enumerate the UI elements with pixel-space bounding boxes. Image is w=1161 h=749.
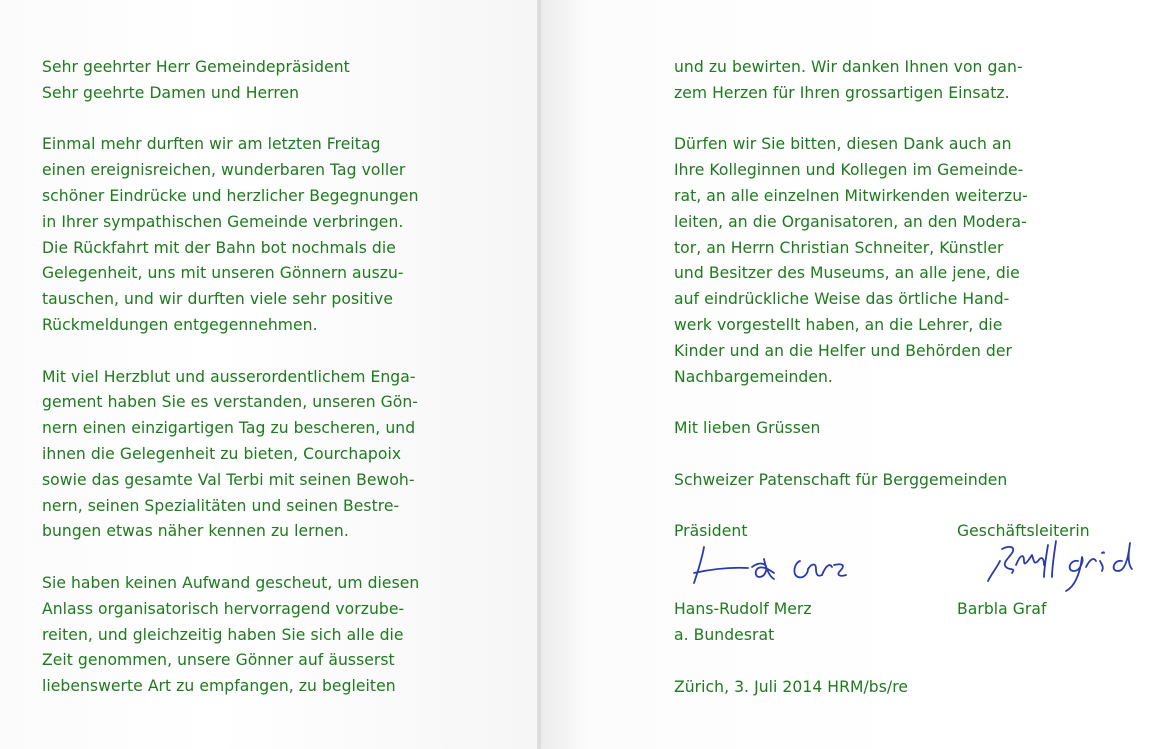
- text-line: auf eindrückliche Weise das örtliche Hand-: [674, 290, 1010, 309]
- director-name: Barbla Graf: [957, 600, 1047, 619]
- text-line: schöner Eindrücke und herzlicher Begegnungen: [42, 186, 419, 205]
- text-line: tauschen, und wir durften viele sehr positive: [42, 290, 393, 309]
- text-line: Anlass organisatorisch hervorragend vorzube-: [42, 599, 405, 618]
- right-text-column: [674, 55, 1144, 700]
- text-line: gement haben Sie es verstanden, unseren Gön-: [42, 393, 418, 412]
- paragraph-gap: [42, 107, 512, 133]
- director-title: Geschäftsleiterin: [957, 522, 1090, 541]
- text-line: sowie das gesamte Val Terbi mit seinen Bewoh-: [42, 470, 415, 489]
- text-line: und zu bewirten. Wir danken Ihnen von gan-: [674, 58, 1023, 76]
- right-paragraphs: [674, 55, 1144, 494]
- president-subtitle: a. Bundesrat: [674, 625, 775, 644]
- text-line: zem Herzen für Ihren grossartigen Einsatz.: [674, 83, 1010, 102]
- text-line: leiten, an die Organisatoren, an den Modera-: [674, 212, 1027, 231]
- president-name: Hans-Rudolf Merz: [674, 600, 812, 619]
- paragraph-gap: [674, 390, 1144, 416]
- text-line: tor, an Herrn Christian Schneiter, Künstler: [674, 238, 1004, 257]
- paragraph-gap: [42, 339, 512, 365]
- text-line: werk vorgestellt haben, an die Lehrer, die: [674, 315, 1003, 334]
- text-line: nern, seinen Spezialitäten und seinen Bestre-: [42, 496, 400, 515]
- text-line: nern einen einzigartigen Tag zu bescheren, und: [42, 419, 416, 438]
- text-line: einen ereignisreichen, wunderbaren Tag voller: [42, 161, 406, 180]
- text-line: ihnen die Gelegenheit zu bieten, Courchapoix: [42, 444, 402, 463]
- text-line: Die Rückfahrt mit der Bahn bot nochmals die: [42, 238, 396, 257]
- text-line: liebenswerte Art zu empfangen, zu begleiten: [42, 677, 396, 696]
- text-line: Gelegenheit, uns mit unseren Gönnern auszu-: [42, 264, 404, 283]
- text-line: Zeit genommen, unsere Gönner auf äusserst: [42, 651, 395, 670]
- merz-signature: [682, 539, 867, 591]
- president-title: Präsident: [674, 522, 748, 541]
- text-line: Dürfen wir Sie bitten, diesen Dank auch an: [674, 135, 1012, 154]
- left-text-column: [42, 55, 512, 700]
- text-line: Sehr geehrter Herr Gemeindepräsident: [42, 58, 350, 76]
- text-line: Kinder und an die Helfer und Behörden der: [674, 341, 1012, 360]
- text-line: bungen etwas näher kennen zu lernen.: [42, 522, 349, 541]
- signature-row: [674, 545, 1144, 597]
- text-line: reiten, und gleichzeitig haben Sie sich alle die: [42, 625, 404, 644]
- text-line: in Ihrer sympathischen Gemeinde verbringen.: [42, 212, 404, 231]
- page-fold: [537, 0, 542, 749]
- text-line: Sie haben keinen Aufwand gescheut, um diesen: [42, 573, 420, 592]
- letter-footer: Zürich, 3. Juli 2014 HRM/bs/re: [674, 677, 908, 696]
- text-line: Schweizer Patenschaft für Berggemeinden: [674, 470, 1008, 489]
- signatory-names: [674, 597, 1144, 623]
- text-line: Sehr geehrte Damen und Herren: [42, 83, 300, 102]
- text-line: rat, an alle einzelnen Mitwirkenden weiterzu-: [674, 186, 1028, 205]
- text-line: Mit lieben Grüssen: [674, 419, 821, 438]
- text-line: Rückmeldungen entgegennehmen.: [42, 315, 318, 334]
- text-line: Einmal mehr durften wir am letzten Freitag: [42, 135, 381, 154]
- paragraph-gap: [674, 442, 1144, 468]
- paragraph-gap: [42, 545, 512, 571]
- paragraph-gap: [674, 107, 1144, 133]
- text-line: und Besitzer des Museums, an alle jene, die: [674, 264, 1020, 283]
- graf-signature: [982, 531, 1147, 593]
- text-line: Mit viel Herzblut und ausserordentlichem Enga-: [42, 367, 416, 386]
- text-line: Nachbargemeinden.: [674, 367, 833, 386]
- text-line: Ihre Kolleginnen und Kollegen im Gemeinde-: [674, 161, 1024, 180]
